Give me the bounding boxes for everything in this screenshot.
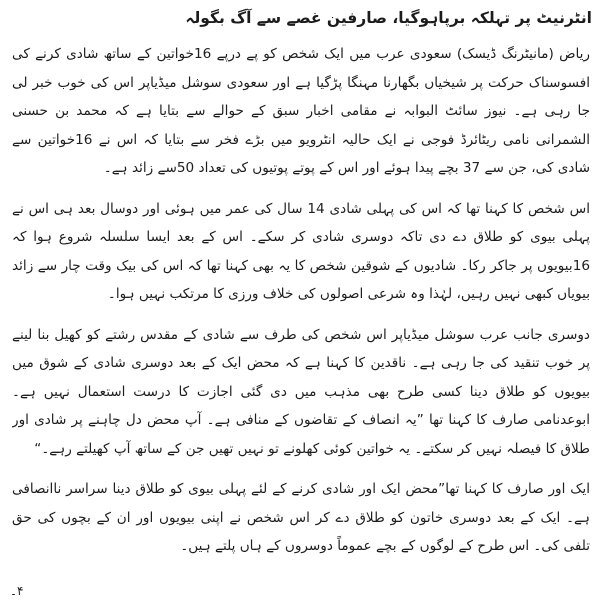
article-paragraph-1: ریاض (مانیٹرنگ ڈیسک) سعودی عرب میں ایک شخص کو پے درپے 16خواتین کے ساتھ شادی کرنے کی افسوسناک حرکت پر شیخیاں بگھارنا مہنگا پڑگیا ہے اور سعودی سوشل میڈیاپر اس کی خوب خبر لی جا رہی ہے۔ نیوز سائٹ البوابہ نے مقامی اخبار سبق کے حوالے سے بتایا ہے کہ محمد بن حسنی الشمرانی نامی ریٹائرڈ فوجی نے ایک حالیہ انٹرویو میں بڑے فخر سے بتایا کہ اس نے 16خواتین سے شادی کی، جن سے 37 بچے پیدا ہوئے اور اس کے پوتے پوتیوں کی تعداد 50سے زائد ہے۔: [12, 46, 590, 176]
article-body: [12, 40, 590, 600]
article-headline: انٹرنیٹ پر تہلکہ برپاہوگیا، صارفین غصے سے آگ بگولہ: [185, 9, 592, 27]
article-paragraph-3: دوسری جانب عرب سوشل میڈیاپر اس شخص کی طرف سے شادی کے مقدس رشتے کو کھیل بنا لینے پر خوب تنقید کی جا رہی ہے۔ ناقدین کا کہنا ہے کہ محض ایک کے بعد دوسری شادی کے شوق میں بیویوں کو طلاق دینا کسی طرح بھی مذہب میں دی گئی اجازت کا درست استعمال نہیں ہے۔ ابوعدنامی صارف کا کہنا تھا ”یہ انصاف کے تقاضوں کے منافی ہے۔ آپ محض دل چاہنے پر شادی اور طلاق کا فیصلہ نہیں کر سکتے۔ یہ خواتین کوئی کھلونے تو نہیں تھیں جن کے ساتھ آپ کھیلتے رہے۔“: [12, 326, 590, 457]
article-paragraph-2: اس شخص کا کہنا تھا کہ اس کی پہلی شادی 14 سال کی عمر میں ہوئی اور دوسال بعد ہی اس نے پہلی بیوی کو طلاق دے دی تاکہ دوسری شادی کر سکے۔ اس کے بعد ایسا سلسلہ شروع ہوا کہ 16بیویوں پر جاکر رکا۔ شادیوں کے شوقین شخص کا یہ بھی کہنا تھا کہ اس کی بیک وقت چار سے زائد بیویاں کبھی نہیں رہیں، لہٰذا وہ شرعی اصولوں کی خلاف ورزی کا مرتکب نہیں ہوا۔: [12, 200, 590, 302]
page-marker: ۴۔: [10, 584, 24, 598]
article-paragraph-4: ایک اور صارف کا کہنا تھا”محض ایک اور شادی کرنے کے لئے پہلی بیوی کو طلاق دینا سراسر ناانصافی ہے۔ ایک کے بعد دوسری خاتون کو طلاق دے کر اس شخص نے اپنی بیویوں اور ان کے بچوں کی حق تلفی کی۔ اس طرح کے لوگوں کے بچے عموماً دوسروں کے ہاں پلتے ہیں۔: [12, 481, 590, 554]
